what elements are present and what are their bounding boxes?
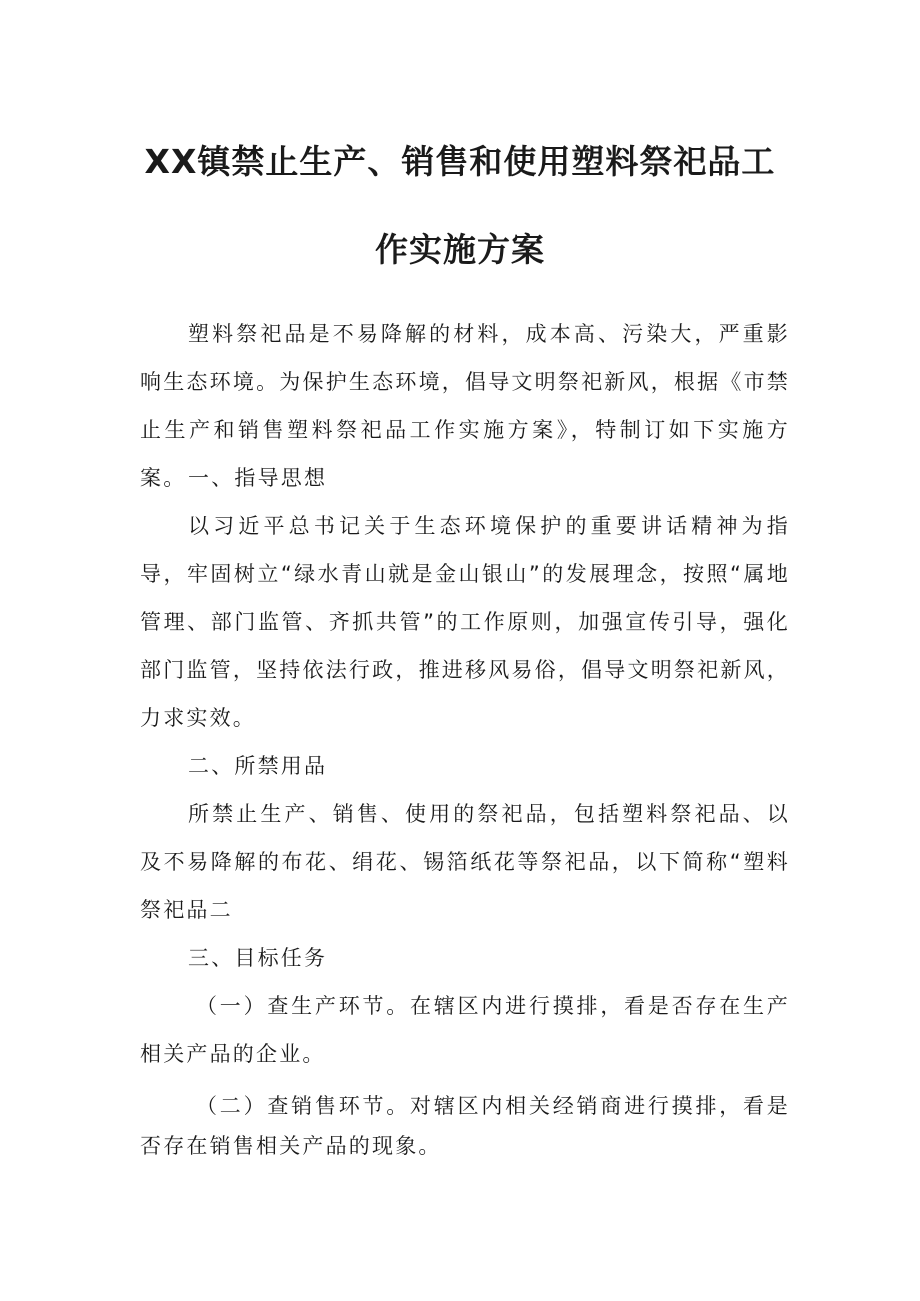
document-title-line-1: XX镇禁止生产、销售和使用塑料祭祀品工 (144, 142, 776, 181)
document-title-line-2: 作实施方案 (375, 230, 545, 269)
section-heading-target-tasks: 三、目标任务 (188, 946, 328, 970)
section-heading-guiding-thought: 一、指导思想 (188, 466, 328, 490)
banned-items-paragraph: 所禁止生产、销售、使用的祭祀品，包括塑料祭祀品、以及不易降解的布花、绢花、锡箔纸花等祭祀品，以下简称“塑料祭祀品二 (140, 802, 790, 922)
guiding-thought-paragraph: 以习近平总书记关于生态环境保护的重要讲话精神为指导，牢固树立“绿水青山就是金山银山”的发展理念，按照“属地管理、部门监管、齐抓共管”的工作原则，加强宣传引导，强化部门监管，坚持依法行政，推进移风易俗，倡导文明祭祀新风，力求实效。 (140, 514, 790, 730)
task-item-production: （一）查生产环节。在辖区内进行摸排，看是否存在生产相关产品的企业。 (140, 994, 790, 1066)
section-heading-banned-items: 二、所禁用品 (188, 754, 328, 778)
task-item-sales: （二）查销售环节。对辖区内相关经销商进行摸排，看是否存在销售相关产品的现象。 (140, 1094, 790, 1158)
intro-paragraph: 塑料祭祀品是不易降解的材料，成本高、污染大，严重影响生态环境。为保护生态环境，倡导文明祭祀新风，根据《市禁止生产和销售塑料祭祀品工作实施方案》，特制订如下实施方案。 (140, 322, 790, 490)
